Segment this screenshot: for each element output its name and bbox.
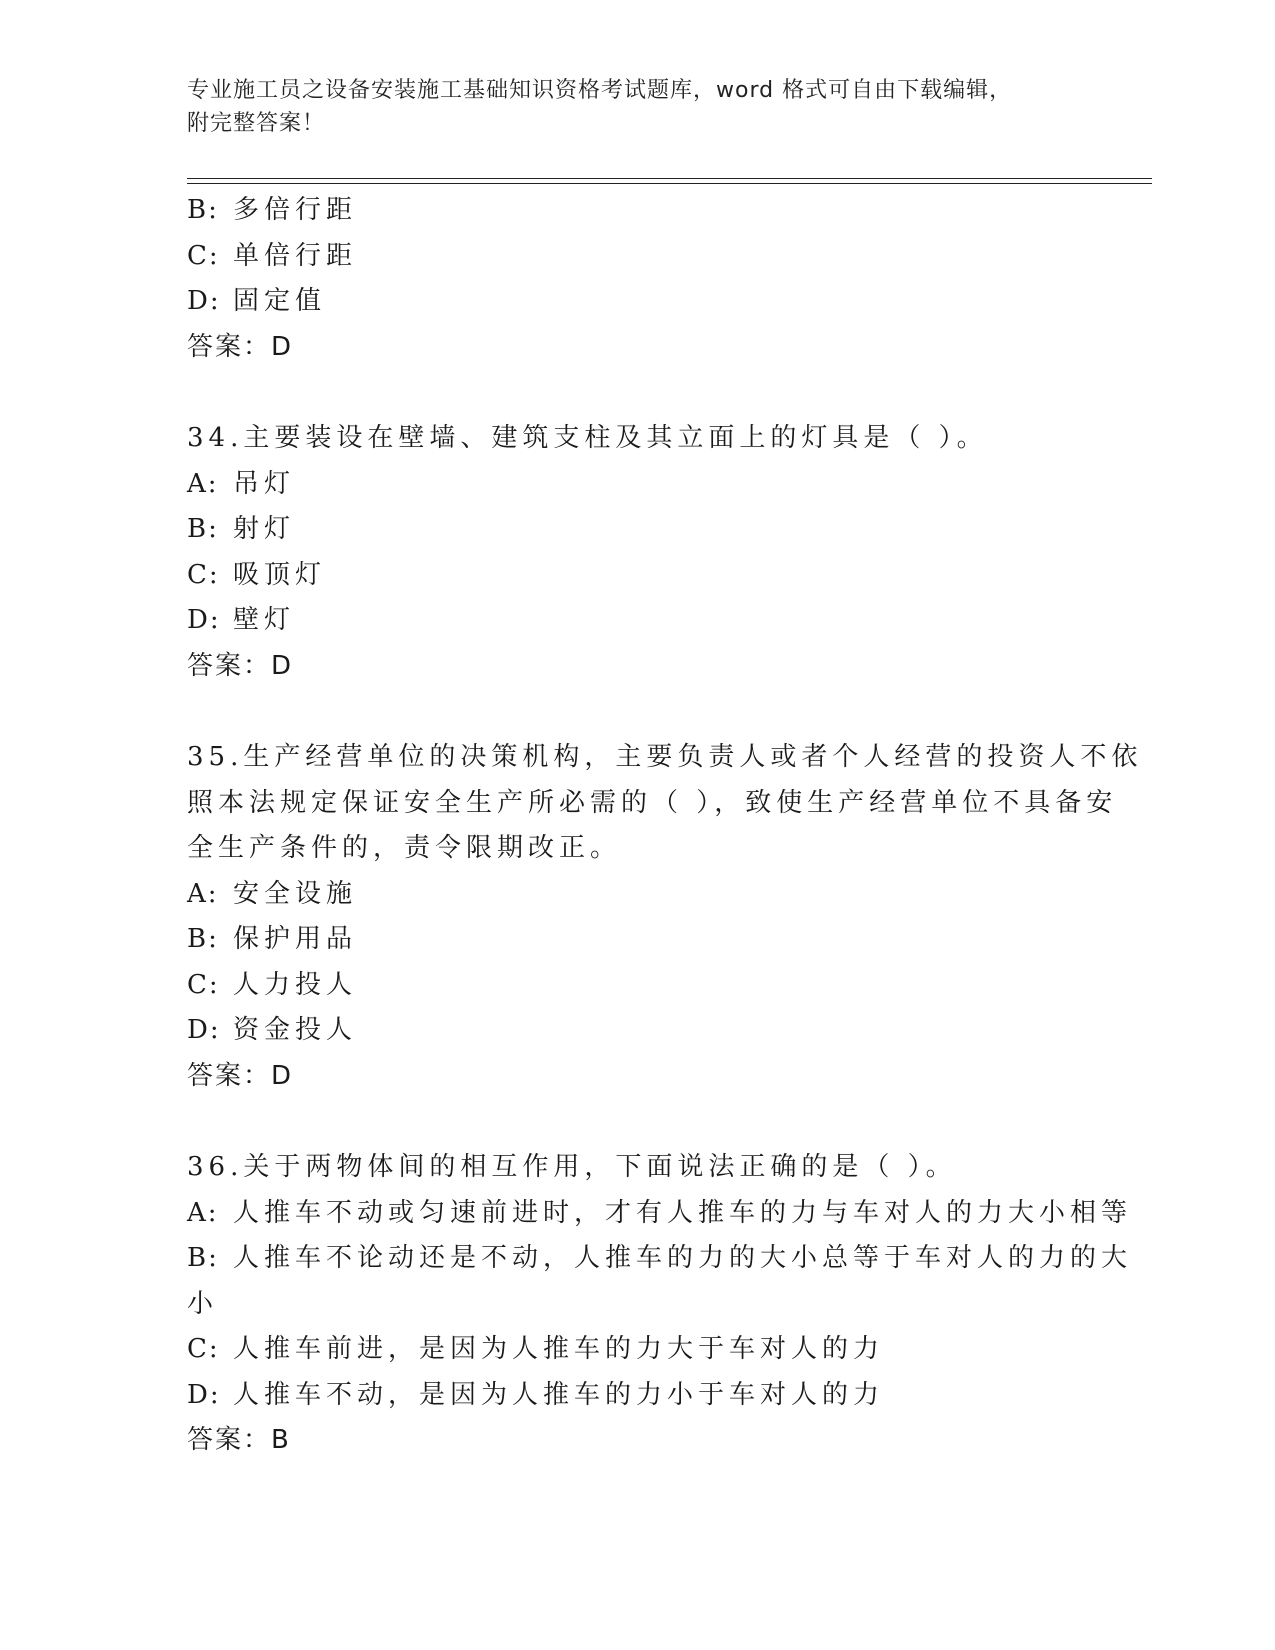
option-d: D: 资金投人: [187, 1015, 358, 1045]
spacer: [187, 1099, 1087, 1145]
question-stem-line-1: 35.生产经营单位的决策机构，主要负责人或者个人经营的投资人不依: [187, 742, 1143, 772]
option-a: A: 人推车不动或匀速前进时，才有人推车的力与车对人的力大小相等: [187, 1197, 1133, 1228]
spacer: [187, 689, 1087, 735]
answer: 答案：B: [187, 1425, 291, 1455]
option-b: B: 多倍行距: [187, 195, 358, 225]
question-stem-line-2: 照本法规定保证安全生产所必需的（ ），致使生产经营单位不具备安: [187, 787, 1118, 818]
spacer: [187, 370, 1087, 416]
option-d: D: 固定值: [187, 286, 327, 316]
option-a: A: 吊灯: [187, 468, 296, 499]
option-c: C: 人力投人: [187, 969, 358, 1000]
question-33: [187, 188, 1087, 370]
option-c: C: 单倍行距: [187, 240, 358, 271]
answer: 答案：D: [187, 650, 294, 681]
question-34: [187, 416, 1087, 689]
document-header: [187, 74, 1077, 140]
question-list: [187, 188, 1143, 1464]
question-36: [187, 1145, 1133, 1464]
answer: 答案：D: [187, 331, 294, 362]
question-stem: 34.主要装设在壁墙、建筑支柱及其立面上的灯具是（ ）。: [187, 423, 988, 453]
question-stem-line-3: 全生产条件的，责令限期改正。: [187, 833, 622, 863]
question-stem: 36.关于两物体间的相互作用，下面说法正确的是（ ）。: [187, 1152, 957, 1182]
header-line-1: 专业施工员之设备安装施工基础知识资格考试题库，word 格式可自由下载编辑，: [187, 78, 1013, 103]
answer: 答案：D: [187, 1060, 294, 1091]
header-divider-top: [187, 178, 1152, 179]
option-c: C: 人推车前进，是因为人推车的力大于车对人的力: [187, 1334, 885, 1364]
option-c: C: 吸顶灯: [187, 559, 327, 590]
option-b: B: 射灯: [187, 514, 296, 544]
option-d: D: 壁灯: [187, 605, 296, 635]
header-divider-bottom: [187, 183, 1152, 184]
header-line-2: 附完整答案！: [187, 111, 326, 136]
option-b-continued: 小: [187, 1288, 219, 1319]
option-b: B: 保护用品: [187, 924, 358, 954]
option-b: B: 人推车不论动还是不动，人推车的力的大小总等于车对人的力的大: [187, 1243, 1133, 1273]
option-a: A: 安全设施: [187, 878, 358, 909]
question-35: [187, 735, 1143, 1099]
option-d: D: 人推车不动，是因为人推车的力小于车对人的力: [187, 1379, 885, 1410]
